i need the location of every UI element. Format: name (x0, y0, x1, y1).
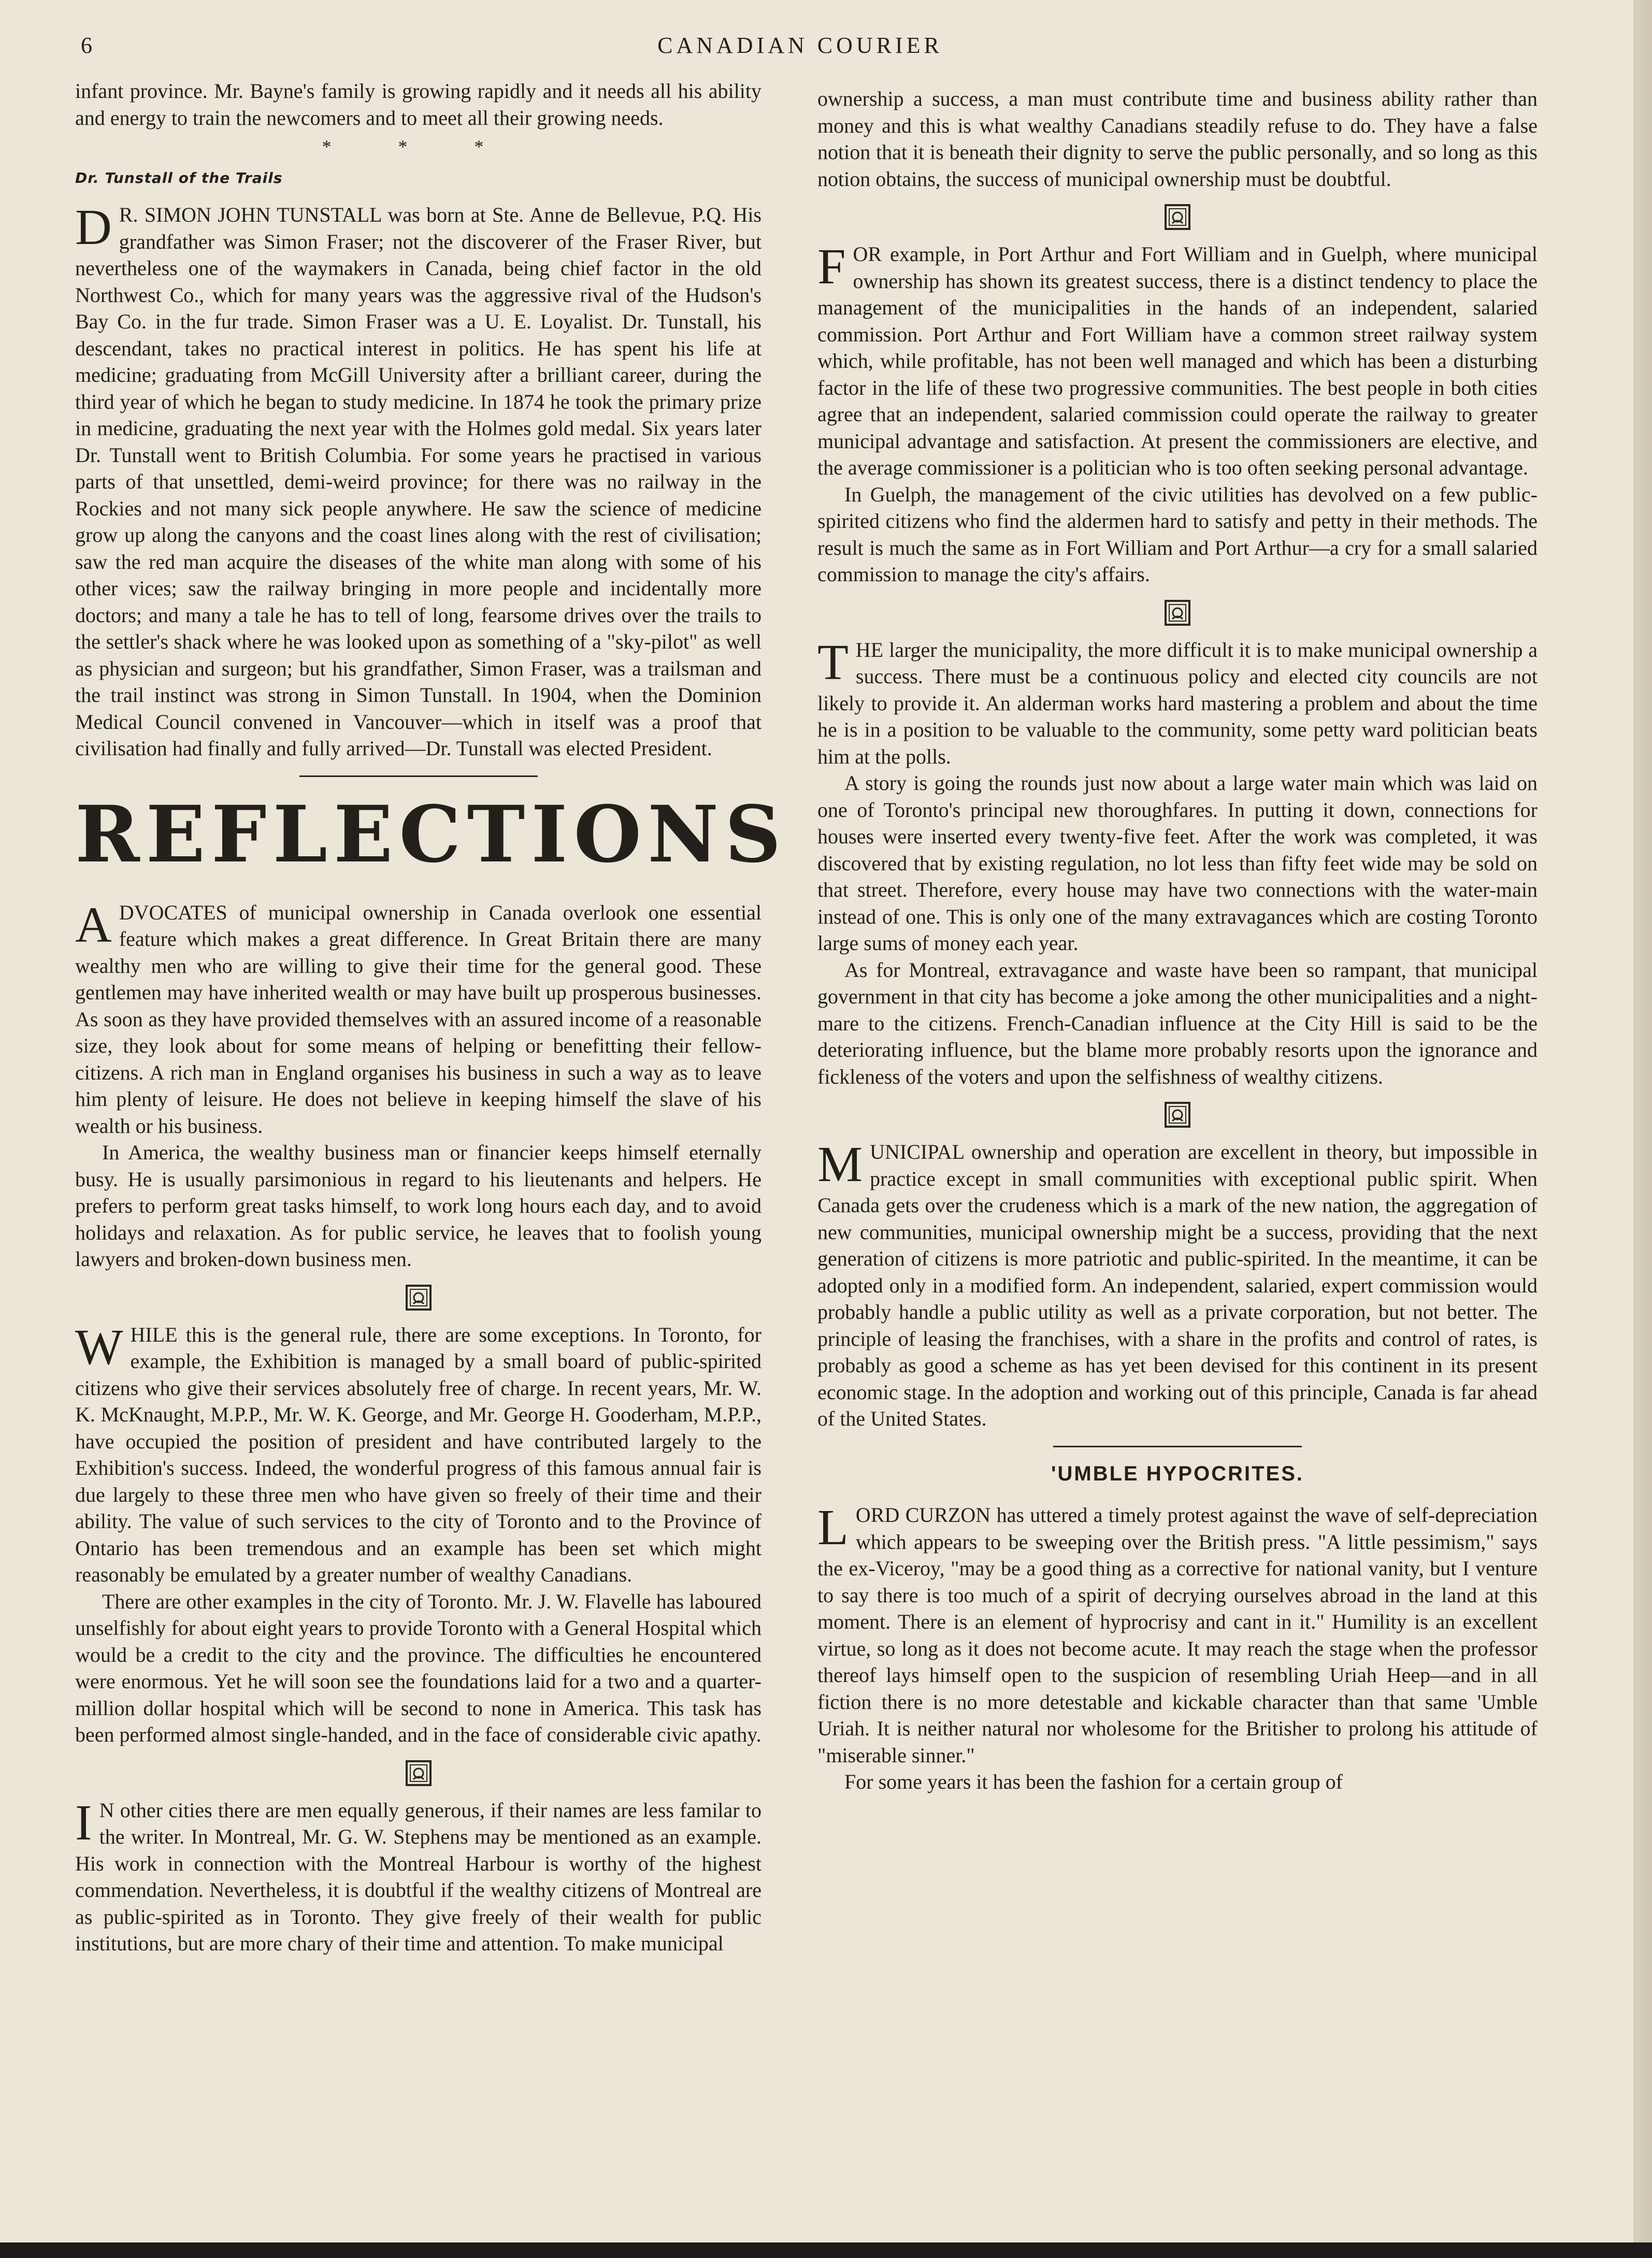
reflections-paragraph-4: There are other examples in the city of Toronto. Mr. J. W. Flavelle has laboured unselfishly for about eight years to provide Toronto with a General Hospital which would be a credit to the city and the province. The difficulties he encountered were enormous. Yet he will soon see the foundations laid for a two and a quarter-million dollar hospital which will be second to none in America. This task has been performed almost single-handed, and in the face of considerable civic apathy. (75, 1589, 762, 1746)
reflections-paragraph-8: In Guelph, the management of the civic utilities has devolved on a few public-spirited citizens who find the aldermen hard to satisfy and petty in their methods. The result is much the same as in Fort William and Port Arthur—a cry for a small salaried commission to manage the city's affairs. (817, 482, 1538, 586)
section-ornament-icon (1164, 1101, 1191, 1128)
reflections-title: REFLECTIONS (75, 788, 787, 880)
reflections-paragraph-10: A story is going the rounds just now about a large water main which was laid on one of Toronto's principal new thoroughfares. In putting it down, connections for houses were inserted every twenty-five feet. After the work was completed, it was discovered that by existing regulation, no lot less than fifty feet wide may be sold on that street. Therefore, every house may have two connections with the water-main instead of one. This is only one of the many extravagances which are costing Toronto large sums of money each year. (817, 771, 1538, 955)
drop-cap: W (75, 1319, 123, 1375)
reflections-paragraph-9 (817, 634, 1538, 770)
drop-cap: D (75, 199, 112, 255)
section-rule (1053, 1446, 1302, 1447)
reflections-paragraph-6: ownership a success, a man must contribute time and business ability rather than money and this is what wealthy Canadians steadily refuse to do. They have a false notion that it is beneath their dignity to serve the public personally, and so long as this notion obtains, the success of municipal ownership must be doubtful. (817, 87, 1538, 191)
right-column (817, 85, 1538, 1795)
paragraph-body: N other cities there are men equally generous, if their names are less familar to the writer. In Montreal, Mr. G. W. Stephens may be mentioned as an example. His work in connection with the Montreal Harbour is worthy of the highest commendation. Nevertheless, it is doubtful if the wealthy citizens of Montreal are as public-spirited as in Toronto. They give freely of their wealth for public institutions, but are more chary of their time and attention. To make municipal (75, 1798, 762, 1955)
hypocrites-paragraph-1 (817, 1502, 1538, 1768)
page-header (73, 32, 1528, 63)
page-number: 6 (81, 33, 92, 58)
drop-cap: I (75, 1794, 92, 1851)
tunstall-body: R. SIMON JOHN TUNSTALL was born at Ste. Anne de Bellevue, P.Q. His grandfather was Simon Fraser; not the discoverer of the Fraser River, but nevertheless one of the waymakers in Canada, being chief factor in the old Northwest Co., which for many years was the aggressive rival of the Hudson's Bay Co. in the fur trade. Simon Fraser was a U. E. Loyalist. Dr. Tunstall, his descendant, takes no practical interest in politics. He has spent his life at medicine; graduating from McGill University after a brilliant career, during the third year of which he began to study medicine. In 1874 he took the primary prize in medicine, graduating the next year with the Holmes gold medal. Six years later Dr. Tunstall went to British Columbia. For some years he practised in various parts of that unsettled, demi-weird province; for there was no railway in the Rockies and not many sick people anywhere. He saw the science of medicine grow up along the canyons and the coast lines along with the rest of civilisation; saw the red man acquire the diseases of the white man along with some of his other vices; saw the railway bringing in more people and incidentally more doctors; and many a tale he has to tell of long, fearsome drives over the trails to the settler's shack where he was looked upon as something of a "sky-pilot" as well as physician and surgeon; but his grandfather, Simon Fraser, was a trailsman and the trail instinct was strong in Simon Tunstall. In 1904, when the Dominion Medical Council convened in Vancouver—which in itself was a proof that civilisation had finally and fully arrived—Dr. Tunstall was elected President. (75, 203, 762, 760)
paragraph-body: HILE this is the general rule, there are some exceptions. In Toronto, for example, the Exhibition is managed by a small board of public-spirited citizens who give their services absolutely free of charge. In recent years, Mr. W. K. McKnaught, M.P.P., Mr. W. K. George, and Mr. George H. Gooderham, M.P.P., have occupied the position of president and have contributed largely to the Exhibition's success. Indeed, the wonderful progress of this famous annual fair is due largely to these three men who have given so freely of their time and their ability. The value of such services to the city of Toronto and to the Province of Ontario has been tremendous and an example has been set which might reasonably be emulated by a greater number of wealthy Canadians. (75, 1322, 762, 1586)
page-edge (1633, 0, 1652, 2243)
reflections-paragraph-2: In America, the wealthy business man or financier keeps himself eternally busy. He is usually parsimonious in regard to his lieutenants and helpers. He prefers to perform great tasks himself, to work long hours each day, and to avoid holidays and relaxation. As for public service, he leaves that to foolish young lawyers and broken-down business men. (75, 1141, 762, 1271)
drop-cap: T (817, 634, 849, 691)
hypocrites-paragraph-2: For some years it has been the fashion for a certain group of (844, 1770, 1343, 1793)
reflections-paragraph-12 (817, 1139, 1538, 1432)
paragraph-body: ORD CURZON has uttered a timely protest against the wave of self-depreciation which appears to be sweeping over the British press. "A little pessimism," says the ex-Viceroy, "may be a good thing as a corrective for national vanity, but I venture to say there is too much of a spirit of decrying ourselves abroad in the land at this moment. There is an element of hyprocrisy and cant in it." Humility is an excellent virtue, so long as it does not become acute. It may reach the stage when the professor thereof lays himself open to the suspicion of resembling Uriah Heep—and in all fiction there is no more detestable and kickable character than that same 'Umble Uriah. It is neither natural nor wholesome for the Britisher to prolong his attitude of "miserable sinner." (817, 1503, 1538, 1767)
drop-cap: M (817, 1137, 863, 1192)
drop-cap: F (817, 239, 846, 295)
reflections-paragraph-5 (75, 1794, 762, 1957)
reflections-paragraph-3 (75, 1321, 762, 1588)
section-rule (299, 775, 538, 777)
scan-bottom-edge (0, 2242, 1652, 2258)
paragraph-body: HE larger the municipality, the more difficult it is to make municipal ownership a success. There must be a continuous policy and elected city councils are not likely to provide it. An alderman works hard mastering a problem and about the time he is in a position to be valuable to the community, some petty ward politician beats him at the polls. (817, 638, 1538, 768)
reflections-paragraph-11: As for Montreal, extravagance and waste have been so rampant, that municipal government in that city has become a joke among the other municipalities and a night-mare to the citizens. French-Canadian influence at the City Hill is said to be the deteriorating influence, but the blame more probably resorts upon the ignorance and fickleness of the voters and upon the selfishness of wealthy citizens. (817, 958, 1538, 1088)
paragraph-body: OR example, in Port Arthur and Fort William and in Guelph, where municipal ownership has shown its greatest success, there is a distinct tendency to place the management of the municipalities in the hands of an independent, salaried commission. Port Arthur and Fort William have a common street railway system which, while profitable, has not been well managed and which has been a disturbing factor in the life of these two progressive communities. The best people in both cities agree that an independent, salaried commission could operate the railway to greater municipal advantage and satisfaction. At present the commissioners are elective, and the average commissioner is a politician who is too often seeking personal advantage. (817, 242, 1538, 479)
drop-cap: L (817, 1500, 849, 1556)
section-ornament-icon (405, 1284, 432, 1311)
reflections-paragraph-7 (817, 241, 1538, 481)
section-ornament-icon (405, 1760, 432, 1787)
tunstall-paragraph (75, 199, 762, 762)
paragraph-body: DVOCATES of municipal ownership in Canada overlook one essential feature which makes a great difference. In Great Britain there are many wealthy men who are willing to give their time for the general good. These gentlemen may have inherited wealth or may have built up prosperous businesses. As soon as they have provided themselves with an assured income of a reasonable size, they look about for some means of helping or benefitting their fellow-citizens. A rich man in England organises his business in such a way as to leave him plenty of leisure. He does not believe in keeping himself the slave of his wealth or his business. (75, 900, 762, 1138)
section-ornament-icon (1164, 204, 1191, 231)
reflections-paragraph-1 (75, 899, 762, 1140)
left-column (75, 78, 787, 1957)
tunstall-heading: Dr. Tunstall of the Trails (75, 169, 283, 186)
paragraph-body: UNICIPAL ownership and operation are excellent in theory, but impossible in practice except in small communities with exceptional public spirit. When Canada gets over the crudeness which is a mark of the new nation, the aggregation of new communities, municipal ownership might be a success, providing that the next generation of citizens is more patriotic and public-spirited. In the meantime, it can be adopted only in a modified form. An independent, salaried, expert commission would probably handle a public utility as well as a private corporation, but not better. The principle of leasing the franchises, with a share in the profits and control of rates, is probably as good a scheme as has yet been devised for this continent in its present economic stage. In the adoption and working out of this principle, Canada is far ahead of the United States. (817, 1140, 1538, 1430)
drop-cap: A (75, 897, 112, 953)
publication-title: CANADIAN COURIER (657, 33, 943, 58)
umble-hypocrites-heading: 'UMBLE HYPOCRITES. (1051, 1462, 1304, 1485)
section-ornament-icon (1164, 599, 1191, 626)
section-separator-stars: * * * (322, 136, 515, 157)
intro-paragraph: infant province. Mr. Bayne's family is growing rapidly and it needs all his ability and energy to train the newcomers and to meet all their growing needs. (75, 79, 762, 130)
